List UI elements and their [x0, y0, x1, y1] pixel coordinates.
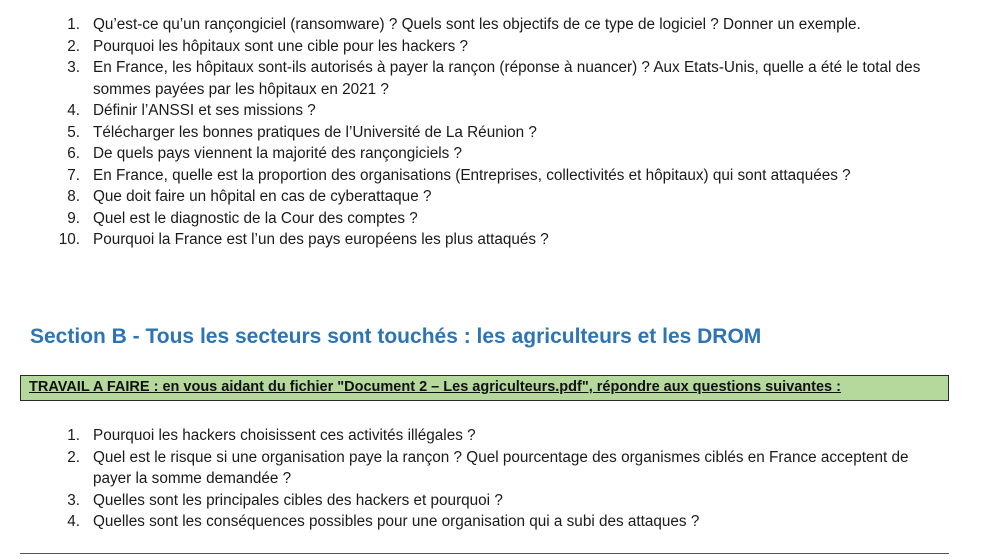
question-item: 3. En France, les hôpitaux sont-ils autorisés à payer la rançon (réponse à nuancer) ? Aux Etats-Unis, quelle a été le total des sommes payées par les hôpitaux en 2021 ? — [67, 59, 921, 98]
question-item: 1. Pourquoi les hackers choisissent ces activités illégales ? — [67, 427, 476, 444]
section-b-title: Section B - Tous les secteurs sont touchés : les agriculteurs et les DROM — [30, 325, 762, 348]
question-item: 9. Quel est le diagnostic de la Cour des comptes ? — [67, 209, 418, 227]
table-border-divider — [20, 553, 949, 559]
question-item: 2. Pourquoi les hôpitaux sont une cible pour les hackers ? — [67, 37, 469, 55]
question-item: 2. Quel est le risque si une organisation paye la rançon ? Quel pourcentage des organismes ciblés en France acceptent de payer la somme demandée ? — [67, 448, 909, 487]
question-item: 4. Définir l’ANSSI et ses missions ? — [67, 102, 316, 119]
question-item: 8. Que doit faire un hôpital en cas de cyberattaque ? — [67, 188, 432, 205]
question-item: 10. Pourquoi la France est l’un des pays européens les plus attaqués ? — [58, 231, 549, 248]
question-item: 7. En France, quelle est la proportion des organisations (Entreprises, collectivités et hôpitaux) qui sont attaquées ? — [67, 166, 851, 184]
task-instruction-text: TRAVAIL A FAIRE : en vous aidant du fichier "Document 2 – Les agriculteurs.pdf", répondre aux questions suivantes : — [29, 379, 841, 395]
question-item: 4. Quelles sont les conséquences possibles pour une organisation qui a subi des attaques ? — [67, 513, 700, 530]
question-item: 3. Quelles sont les principales cibles des hackers et pourquoi ? — [67, 491, 503, 509]
task-instruction-box — [20, 375, 949, 401]
question-item: 1. Qu’est-ce qu’un rançongiciel (ransomware) ? Quels sont les objectifs de ce type de logiciel ? Donner un exemple. — [67, 16, 861, 33]
question-item: 6. De quels pays viennent la majorité des rançongiciels ? — [67, 145, 463, 162]
question-item: 5. Télécharger les bonnes pratiques de l’Université de La Réunion ? — [67, 123, 537, 141]
section-b-question-list — [0, 425, 983, 533]
section-a-question-list — [0, 14, 983, 251]
